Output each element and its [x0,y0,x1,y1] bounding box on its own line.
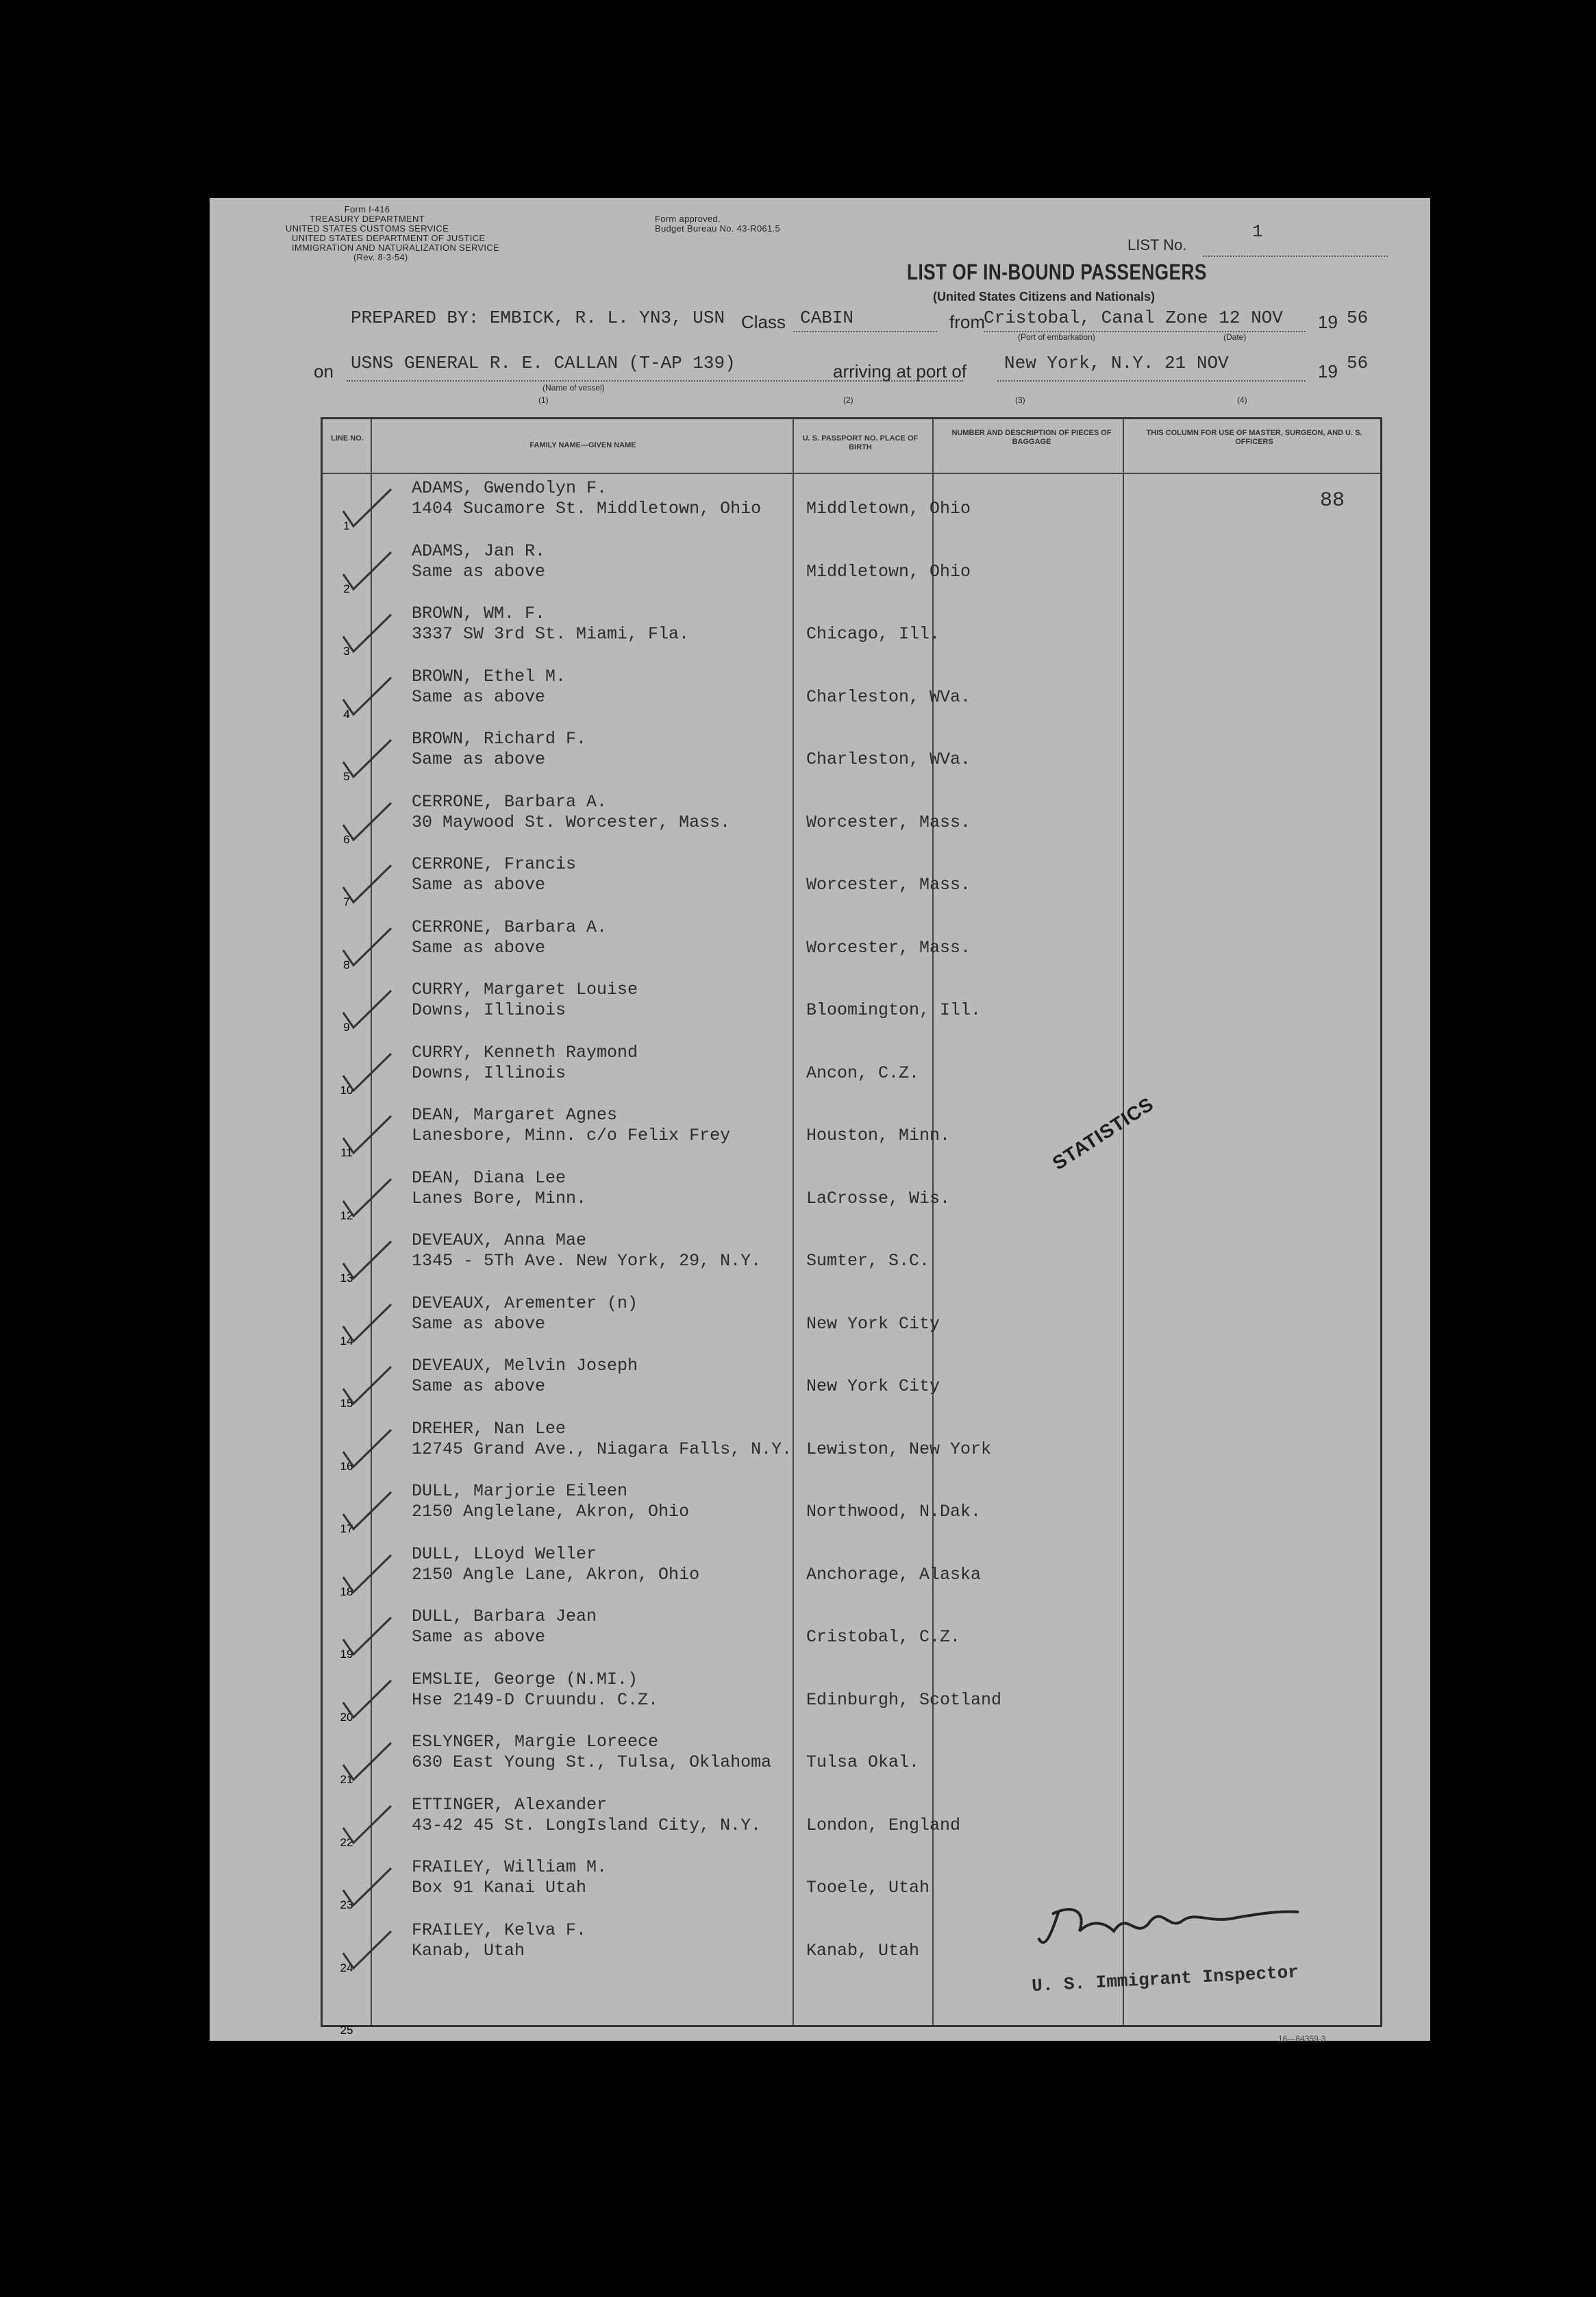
row-place-of-birth: Edinburgh, Scotland [806,1689,1002,1710]
check-mark-icon [336,1361,398,1409]
row-address: Downs, Illinois [412,1000,566,1020]
check-mark-icon [336,1048,398,1096]
vessel-caption: (Name of vessel) [543,383,605,393]
passenger-table [321,417,1382,2037]
row-family-name: DULL, Barbara Jean [412,1606,597,1626]
prepared-by: PREPARED BY: EMBICK, R. L. YN3, USN [351,308,725,328]
from-label: from [949,312,985,332]
row-line-number: 13 [340,1271,353,1284]
row-address: 30 Maywood St. Worcester, Mass. [412,812,731,832]
row-family-name: FRAILEY, William M. [412,1857,608,1877]
row-line-number: 12 [340,1208,353,1222]
table-row [323,1540,1384,1603]
vessel-name: USNS GENERAL R. E. CALLAN (T-AP 139) [351,353,736,373]
check-mark-icon [336,609,398,657]
check-mark-icon [336,1110,398,1158]
check-mark-icon [336,797,398,845]
list-no-value: 1 [1252,221,1263,242]
row-place-of-birth: Northwood, N.Dak. [806,1502,982,1522]
table-row [323,976,1384,1039]
table-row [323,1728,1384,1791]
from-value: Cristobal, Canal Zone 12 NOV [984,308,1283,328]
row-address: Lanes Bore, Minn. [412,1188,587,1208]
year-2: 56 [1347,353,1369,373]
check-mark-icon [336,1800,398,1848]
row-place-of-birth: Cristobal, C.Z. [806,1627,961,1647]
row-line-number: 21 [340,1773,353,1786]
col-header-name: FAMILY NAME—GIVEN NAME [529,441,636,449]
form-number: Form I-416 [344,204,390,214]
row-family-name: DEAN, Margaret Agnes [412,1105,618,1125]
column-caption-2: (2) [843,395,853,405]
form-justice-block [292,234,497,262]
row-line-number: 19 [340,1648,353,1661]
row-family-name: BROWN, Richard F. [412,729,587,749]
col-header-line: LINE NO. [331,434,364,443]
port-embarkation-caption: (Port of embarkation) [1018,332,1095,342]
row-line-number: 3 [343,645,350,658]
row-address: 1345 - 5Th Ave. New York, 29, N.Y. [412,1251,762,1271]
row-address: Same as above [412,686,546,707]
row-family-name: FRAILEY, Kelva F. [412,1920,587,1940]
col-header-passport: U. S. PASSPORT NO. PLACE OF BIRTH [802,434,919,451]
check-mark-icon [336,1424,398,1472]
row-address: 630 East Young St., Tulsa, Oklahoma [412,1752,772,1772]
row-family-name: CURRY, Kenneth Raymond [412,1042,638,1063]
row-line-number: 9 [343,1021,350,1034]
row-place-of-birth: Houston, Minn. [806,1126,951,1145]
dept-customs: UNITED STATES CUSTOMS SERVICE [285,223,449,234]
row-address: 1404 Sucamore St. Middletown, Ohio [412,499,762,519]
row-address: Same as above [412,1313,546,1334]
class-label: Class [741,312,786,332]
list-no-label: LIST No. [1127,236,1187,253]
table-row [323,725,1384,788]
row-address: Kanab, Utah [412,1940,525,1961]
row-line-number: 20 [340,1710,353,1724]
form-title: LIST OF IN-BOUND PASSENGERS [907,260,1207,284]
col-header-baggage: NUMBER AND DESCRIPTION OF PIECES OF BAGGAGE [951,429,1112,446]
row-family-name: DEVEAUX, Arementer (n) [412,1293,638,1313]
row-address: 3337 SW 3rd St. Miami, Fla. [412,624,690,644]
row-place-of-birth: Chicago, Ill. [806,624,940,644]
table-row [323,913,1384,976]
row-address: 2150 Angle Lane, Akron, Ohio [412,1564,700,1585]
statistics-stamp: STATISTICS [1048,1093,1158,1174]
check-mark-icon [336,1737,398,1785]
column-caption-3: (3) [1015,395,1025,405]
table-row [323,1164,1384,1227]
row-line-number: 6 [343,832,350,846]
year-prefix-2: 19 [1318,361,1338,382]
check-mark-icon [336,547,398,595]
passenger-manifest-sheet [210,198,1430,2044]
table-row [323,1477,1384,1540]
date-caption: (Date) [1223,332,1247,342]
column-caption-4: (4) [1237,395,1247,405]
row-place-of-birth: Middletown, Ohio [806,499,971,519]
form-subtitle: (United States Citizens and Nationals) [933,290,1156,303]
check-mark-icon [336,860,398,908]
row-address: Same as above [412,1376,546,1396]
check-mark-icon [336,672,398,720]
check-mark-icon [336,1174,398,1221]
row-place-of-birth: Bloomington, Ill. [806,1000,982,1020]
row-address: Same as above [412,1627,546,1647]
table-row [323,1289,1384,1352]
row-line-number: 23 [340,1898,353,1911]
row-place-of-birth: Worcester, Mass. [806,937,971,958]
table-row [323,1415,1384,1478]
row-line-number: 22 [340,1835,353,1849]
row-line-number: 14 [340,1334,353,1348]
table-row [323,1602,1384,1665]
row-line-number: 25 [340,2024,353,2037]
row-family-name: DULL, LLoyd Weller [412,1543,597,1564]
row-family-name: CERRONE, Francis [412,854,577,874]
row-place-of-birth: Sumter, S.C. [806,1251,930,1271]
row-family-name: BROWN, Ethel M. [412,666,566,686]
row-line-number: 18 [340,1585,353,1598]
row-family-name: EMSLIE, George (N.MI.) [412,1669,638,1689]
row-family-name: BROWN, WM. F. [412,604,546,623]
list-no-underline [1203,256,1388,257]
row-address: 43-42 45 St. LongIsland City, N.Y. [412,1815,762,1835]
table-row [323,1226,1384,1289]
check-mark-icon [336,1236,398,1284]
row-family-name: DEVEAUX, Anna Mae [412,1230,587,1250]
row-place-of-birth: LaCrosse, Wis. [806,1188,951,1208]
row-line-number: 1 [343,519,350,532]
row-family-name: ETTINGER, Alexander [412,1794,608,1815]
dept-treasury: TREASURY DEPARTMENT [310,214,425,224]
form-revision: (Rev. 8-3-54) [353,252,408,262]
row-line-number: 2 [343,582,350,595]
row-line-number: 5 [343,770,350,783]
row-address: 12745 Grand Ave., Niagara Falls, N.Y. [412,1439,793,1459]
inspector-signature [1032,1883,1319,1965]
row-place-of-birth: Worcester, Mass. [806,875,971,895]
row-place-of-birth: Charleston, WVa. [806,749,971,769]
row-address: Same as above [412,937,546,958]
row-address: Same as above [412,561,546,582]
check-mark-icon [336,1550,398,1598]
row-family-name: ADAMS, Gwendolyn F. [412,478,608,498]
table-row [323,474,1384,537]
check-mark-icon [336,1863,398,1911]
row-family-name: DEAN, Diana Lee [412,1167,566,1188]
row-place-of-birth: Tulsa Okal. [806,1752,920,1772]
officer-note-value: 88 [1320,489,1345,512]
row-place-of-birth: London, England [806,1815,961,1835]
table-row [323,1101,1384,1164]
check-mark-icon [336,985,398,1033]
row-line-number: 4 [343,707,350,721]
row-family-name: DEVEAUX, Melvin Joseph [412,1356,638,1376]
row-line-number: 8 [343,958,350,971]
arrival-underline [997,380,1306,382]
row-address: Same as above [412,875,546,895]
form-approval-block [655,214,833,234]
row-family-name: DULL, Marjorie Eileen [412,1481,628,1501]
row-line-number: 7 [343,895,350,908]
row-line-number: 11 [340,1146,353,1159]
check-mark-icon [336,734,398,782]
dept-ins: IMMIGRATION AND NATURALIZATION SERVICE [292,243,499,253]
immigrant-inspector-label: U. S. Immigrant Inspector [1031,1961,1299,1997]
dept-justice: UNITED STATES DEPARTMENT OF JUSTICE [292,233,486,243]
row-family-name: CERRONE, Barbara A. [412,917,608,937]
row-family-name: ADAMS, Jan R. [412,541,546,561]
row-line-number: 15 [340,1397,353,1410]
table-row [323,537,1384,600]
year-1: 56 [1347,308,1369,328]
row-place-of-birth: Charleston, WVa. [806,686,971,707]
row-place-of-birth: New York City [806,1313,940,1334]
row-place-of-birth: Kanab, Utah [806,1940,920,1961]
row-line-number: 24 [340,1961,353,1974]
row-place-of-birth: Lewiston, New York [806,1439,992,1459]
row-line-number: 10 [340,1083,353,1097]
row-address: Hse 2149-D Cruundu. C.Z. [412,1689,659,1710]
row-family-name: CURRY, Margaret Louise [412,980,638,999]
on-label: on [314,361,334,382]
check-mark-icon [336,1926,398,1974]
check-mark-icon [336,484,398,532]
form-footnote: 16—84359-3 [1278,2034,1326,2044]
table-row [323,1665,1384,1728]
table-row [323,788,1384,851]
row-address: Lanesbore, Minn. c/o Felix Frey [412,1126,731,1145]
row-family-name: ESLYNGER, Margie Loreece [412,1732,659,1752]
row-address: Same as above [412,749,546,769]
check-mark-icon [336,1612,398,1660]
arrival-port-date: New York, N.Y. 21 NOV [1004,353,1229,373]
row-address: Downs, Illinois [412,1063,566,1083]
row-place-of-birth: Tooele, Utah [806,1878,930,1898]
table-row [323,1039,1384,1102]
row-place-of-birth: Ancon, C.Z. [806,1063,920,1083]
row-line-number: 17 [340,1522,353,1535]
table-row [323,850,1384,913]
col-header-officers: THIS COLUMN FOR USE OF MASTER, SURGEON, AND U. S. OFFICERS [1146,429,1362,446]
check-mark-icon [336,1675,398,1723]
row-line-number: 16 [340,1459,353,1473]
row-address: Box 91 Kanai Utah [412,1878,587,1898]
form-approved: Form approved. [655,214,721,224]
arriving-label: arriving at port of [833,361,967,382]
budget-bureau-no: Budget Bureau No. 43-R061.5 [655,223,780,234]
year-prefix-1: 19 [1318,312,1338,332]
table-row [323,662,1384,725]
row-address: 2150 Anglelane, Akron, Ohio [412,1502,690,1522]
table-row [323,599,1384,662]
table-row [323,1791,1384,1854]
check-mark-icon [336,1487,398,1535]
form-agency-block [278,205,456,234]
class-underline [793,331,937,332]
class-value: CABIN [800,308,854,328]
row-family-name: CERRONE, Barbara A. [412,791,608,812]
row-place-of-birth: New York City [806,1376,940,1396]
row-place-of-birth: Middletown, Ohio [806,561,971,582]
row-place-of-birth: Anchorage, Alaska [806,1564,982,1585]
column-caption-1: (1) [538,395,549,405]
row-place-of-birth: Worcester, Mass. [806,812,971,832]
table-row [323,1352,1384,1415]
check-mark-icon [336,1299,398,1347]
check-mark-icon [336,923,398,971]
row-family-name: DREHER, Nan Lee [412,1418,566,1439]
table-row [323,1978,1384,2041]
